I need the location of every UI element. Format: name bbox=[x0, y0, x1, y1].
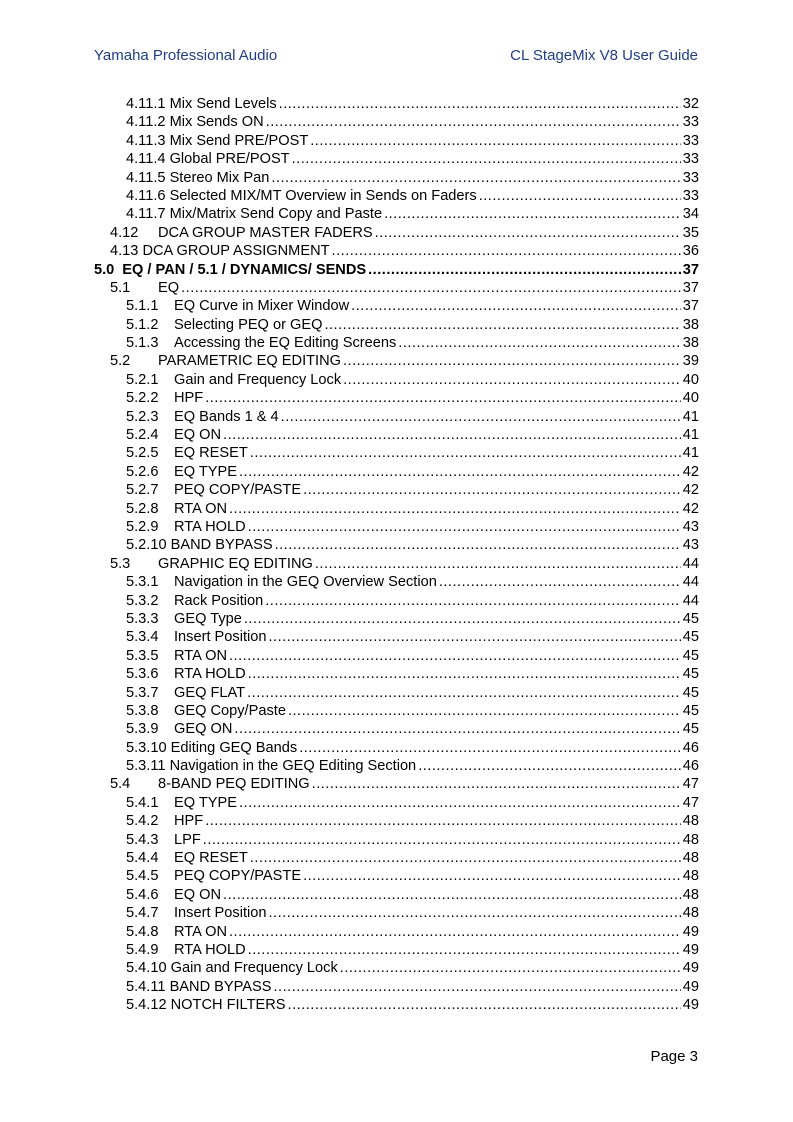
toc-entry[interactable] bbox=[94, 647, 699, 665]
toc-entry[interactable] bbox=[94, 665, 699, 683]
toc-entry-number: 5.1.2 bbox=[126, 316, 159, 333]
toc-entry[interactable] bbox=[94, 518, 699, 536]
toc-leader-dots bbox=[343, 371, 681, 389]
toc-leader-dots bbox=[418, 757, 681, 775]
toc-entry-page: 45 bbox=[682, 702, 699, 719]
toc-entry-number: 5.4.12 bbox=[126, 997, 167, 1014]
toc-entry[interactable] bbox=[94, 702, 699, 720]
toc-entry-title: RTA ON bbox=[174, 647, 227, 664]
toc-leader-dots bbox=[351, 297, 681, 315]
toc-leader-dots bbox=[375, 224, 681, 242]
toc-entry-number: 5.3.1 bbox=[126, 574, 159, 591]
toc-entry-title: DCA GROUP ASSIGNMENT bbox=[142, 243, 330, 260]
toc-entry-title: Insert Position bbox=[174, 905, 267, 922]
toc-entry-page: 40 bbox=[682, 371, 699, 388]
toc-entry-number: 5.2 bbox=[110, 353, 131, 370]
toc-leader-dots bbox=[223, 426, 681, 444]
toc-entry-number: 5.3.4 bbox=[126, 629, 159, 646]
toc-entry-page: 49 bbox=[682, 997, 699, 1014]
toc-entry[interactable] bbox=[94, 426, 699, 444]
toc-entry-title: Gain and Frequency Lock bbox=[170, 960, 338, 977]
toc-entry[interactable] bbox=[94, 500, 699, 518]
toc-entry-page: 46 bbox=[682, 739, 699, 756]
toc-entry-page: 33 bbox=[682, 187, 699, 204]
toc-entry-title: Selecting PEQ or GEQ bbox=[174, 316, 323, 333]
toc-entry-page: 37 bbox=[682, 298, 699, 315]
toc-entry-number: 5.3.8 bbox=[126, 702, 159, 719]
toc-entry-page: 36 bbox=[682, 243, 699, 260]
toc-entry-page: 47 bbox=[682, 776, 699, 793]
toc-leader-dots bbox=[239, 463, 681, 481]
toc-entry-number: 5.4.9 bbox=[126, 941, 159, 958]
toc-entry-title: GRAPHIC EQ EDITING bbox=[158, 555, 313, 572]
toc-entry[interactable] bbox=[94, 95, 699, 113]
toc-leader-dots bbox=[279, 95, 681, 113]
toc-leader-dots bbox=[250, 444, 681, 462]
toc-entry-page: 48 bbox=[682, 905, 699, 922]
toc-entry-number: 5.2.1 bbox=[126, 371, 159, 388]
toc-leader-dots bbox=[229, 923, 681, 941]
toc-leader-dots bbox=[266, 113, 681, 131]
toc-entry-page: 41 bbox=[682, 445, 699, 462]
toc-entry-title: PARAMETRIC EQ EDITING bbox=[158, 353, 341, 370]
toc-entry-title: RTA ON bbox=[174, 923, 227, 940]
toc-entry-number: 4.11.7 bbox=[126, 206, 166, 223]
toc-entry-number: 4.12 bbox=[110, 224, 139, 241]
toc-entry-number: 4.11.2 bbox=[126, 114, 166, 131]
toc-entry-page: 45 bbox=[682, 647, 699, 664]
toc-leader-dots bbox=[248, 665, 681, 683]
toc-leader-dots bbox=[205, 812, 681, 830]
toc-entry-title: EQ / PAN / 5.1 / DYNAMICS/ SENDS bbox=[122, 261, 367, 278]
toc-leader-dots bbox=[265, 592, 681, 610]
toc-entry-page: 32 bbox=[682, 96, 699, 112]
toc-entry[interactable] bbox=[94, 536, 699, 554]
toc-entry-page: 48 bbox=[682, 831, 699, 848]
toc-leader-dots bbox=[181, 279, 681, 297]
toc-entry[interactable] bbox=[94, 867, 699, 885]
toc-entry-page: 48 bbox=[682, 813, 699, 830]
toc-entry[interactable] bbox=[94, 812, 699, 830]
toc-entry-title: HPF bbox=[174, 390, 204, 407]
toc-entry-page: 39 bbox=[682, 353, 699, 370]
toc-entry-page: 49 bbox=[682, 941, 699, 958]
toc-entry[interactable] bbox=[94, 959, 699, 977]
toc-leader-dots bbox=[229, 500, 681, 518]
toc-entry-title: Accessing the EQ Editing Screens bbox=[174, 335, 397, 352]
toc-entry-title: Mix Send PRE/POST bbox=[169, 132, 309, 149]
toc-leader-dots bbox=[229, 647, 681, 665]
toc-entry-number: 5.1.1 bbox=[126, 298, 159, 315]
toc-entry-title: GEQ Type bbox=[174, 610, 242, 627]
toc-entry[interactable] bbox=[94, 831, 699, 849]
toc-entry-title: DCA GROUP MASTER FADERS bbox=[158, 224, 373, 241]
toc-entry-number: 5.2.2 bbox=[126, 390, 159, 407]
toc-entry[interactable] bbox=[94, 352, 699, 370]
toc-entry-title: Selected MIX/MT Overview in Sends on Faders bbox=[169, 187, 477, 204]
toc-entry-number: 5.4.5 bbox=[126, 868, 159, 885]
toc-leader-dots bbox=[324, 316, 680, 334]
toc-entry-title: RTA HOLD bbox=[174, 941, 246, 958]
toc-leader-dots bbox=[203, 831, 681, 849]
toc-entry-page: 42 bbox=[682, 463, 699, 480]
toc-entry[interactable] bbox=[94, 573, 699, 591]
page-number: Page 3 bbox=[650, 1048, 698, 1065]
toc-entry-number: 5.1.3 bbox=[126, 335, 159, 352]
toc-leader-dots bbox=[332, 242, 681, 260]
toc-leader-dots bbox=[281, 408, 681, 426]
toc-entry[interactable] bbox=[94, 592, 699, 610]
toc-entry[interactable] bbox=[94, 389, 699, 407]
toc-entry-page: 46 bbox=[682, 758, 699, 775]
toc-entry-title: BAND BYPASS bbox=[169, 978, 272, 995]
toc-entry-page: 44 bbox=[682, 574, 699, 591]
toc-leader-dots bbox=[250, 849, 681, 867]
toc-entry-number: 5.3 bbox=[110, 555, 131, 572]
toc-leader-dots bbox=[310, 132, 681, 150]
toc-entry[interactable] bbox=[94, 261, 699, 279]
toc-entry-title: EQ ON bbox=[174, 427, 222, 444]
toc-entry-title: Mix Sends ON bbox=[169, 114, 264, 131]
toc-entry-page: 47 bbox=[682, 794, 699, 811]
toc-entry-number: 5.4.3 bbox=[126, 831, 159, 848]
toc-leader-dots bbox=[275, 536, 681, 554]
toc-entry-number: 5.3.2 bbox=[126, 592, 159, 609]
toc-entry-title: Mix Send Levels bbox=[169, 96, 277, 112]
toc-entry-number: 5.0 bbox=[94, 261, 115, 278]
toc-entry-number: 5.3.5 bbox=[126, 647, 159, 664]
table-of-contents bbox=[94, 95, 699, 1015]
toc-entry[interactable] bbox=[94, 187, 699, 205]
toc-entry[interactable] bbox=[94, 297, 699, 315]
toc-leader-dots bbox=[368, 261, 681, 279]
toc-entry-title: GEQ Copy/Paste bbox=[174, 702, 286, 719]
toc-leader-dots bbox=[271, 169, 680, 187]
toc-entry-title: NOTCH FILTERS bbox=[170, 997, 286, 1014]
toc-entry-number: 5.4.1 bbox=[126, 794, 159, 811]
toc-entry-page: 42 bbox=[682, 482, 699, 499]
header-document-title: CL StageMix V8 User Guide bbox=[510, 47, 698, 64]
toc-entry-page: 34 bbox=[682, 206, 699, 223]
toc-entry-page: 45 bbox=[682, 721, 699, 738]
toc-entry-number: 4.11.1 bbox=[126, 96, 166, 112]
toc-entry[interactable] bbox=[94, 555, 699, 573]
toc-entry-number: 5.4 bbox=[110, 776, 131, 793]
toc-entry-number: 5.3.9 bbox=[126, 721, 159, 738]
toc-leader-dots bbox=[288, 702, 681, 720]
toc-entry-title: LPF bbox=[174, 831, 201, 848]
toc-entry-title: EQ bbox=[158, 279, 180, 296]
toc-entry[interactable] bbox=[94, 978, 699, 996]
toc-entry-page: 33 bbox=[682, 169, 699, 186]
toc-leader-dots bbox=[315, 555, 681, 573]
toc-entry[interactable] bbox=[94, 739, 699, 757]
toc-entry-number: 5.2.9 bbox=[126, 518, 159, 535]
toc-entry-title: RTA ON bbox=[174, 500, 227, 517]
toc-entry[interactable] bbox=[94, 316, 699, 334]
toc-entry[interactable] bbox=[94, 481, 699, 499]
toc-entry-page: 49 bbox=[682, 978, 699, 995]
toc-entry-page: 42 bbox=[682, 500, 699, 517]
toc-leader-dots bbox=[288, 996, 681, 1014]
toc-entry-title: Editing GEQ Bands bbox=[170, 739, 298, 756]
toc-entry[interactable] bbox=[94, 334, 699, 352]
toc-entry-number: 4.11.3 bbox=[126, 132, 166, 149]
toc-entry-number: 5.4.2 bbox=[126, 813, 159, 830]
toc-entry-title: Rack Position bbox=[174, 592, 264, 609]
toc-entry-number: 5.2.3 bbox=[126, 408, 159, 425]
toc-entry-page: 37 bbox=[682, 279, 699, 296]
toc-leader-dots bbox=[384, 205, 681, 223]
toc-entry-number: 5.2.8 bbox=[126, 500, 159, 517]
toc-entry-page: 37 bbox=[682, 261, 699, 278]
toc-entry[interactable] bbox=[94, 757, 699, 775]
toc-entry[interactable] bbox=[94, 371, 699, 389]
toc-entry-title: EQ RESET bbox=[174, 445, 248, 462]
toc-leader-dots bbox=[268, 904, 680, 922]
toc-entry-page: 45 bbox=[682, 610, 699, 627]
toc-entry[interactable] bbox=[94, 849, 699, 867]
toc-entry[interactable] bbox=[94, 242, 699, 260]
toc-entry-title: BAND BYPASS bbox=[170, 537, 273, 554]
toc-leader-dots bbox=[479, 187, 681, 205]
toc-entry-title: EQ Bands 1 & 4 bbox=[174, 408, 279, 425]
toc-leader-dots bbox=[303, 481, 681, 499]
toc-entry[interactable] bbox=[94, 794, 699, 812]
toc-entry-title: HPF bbox=[174, 813, 204, 830]
toc-entry[interactable] bbox=[94, 923, 699, 941]
toc-entry-title: Navigation in the GEQ Overview Section bbox=[174, 574, 437, 591]
toc-leader-dots bbox=[234, 720, 680, 738]
toc-leader-dots bbox=[223, 886, 681, 904]
toc-entry-title: Mix/Matrix Send Copy and Paste bbox=[169, 206, 383, 223]
toc-entry-page: 48 bbox=[682, 850, 699, 867]
toc-entry-title: Stereo Mix Pan bbox=[169, 169, 270, 186]
toc-entry-page: 35 bbox=[682, 224, 699, 241]
toc-leader-dots bbox=[340, 959, 681, 977]
toc-entry[interactable] bbox=[94, 408, 699, 426]
toc-entry-page: 33 bbox=[682, 132, 699, 149]
toc-entry[interactable] bbox=[94, 628, 699, 646]
toc-entry[interactable] bbox=[94, 113, 699, 131]
toc-leader-dots bbox=[303, 867, 681, 885]
toc-entry[interactable] bbox=[94, 941, 699, 959]
toc-entry-page: 44 bbox=[682, 555, 699, 572]
toc-entry-page: 44 bbox=[682, 592, 699, 609]
toc-entry-number: 5.2.4 bbox=[126, 427, 159, 444]
toc-entry-page: 33 bbox=[682, 151, 699, 168]
toc-entry-title: GEQ FLAT bbox=[174, 684, 246, 701]
toc-entry-page: 45 bbox=[682, 629, 699, 646]
toc-entry[interactable] bbox=[94, 610, 699, 628]
toc-entry-title: EQ Curve in Mixer Window bbox=[174, 298, 350, 315]
toc-entry-title: PEQ COPY/PASTE bbox=[174, 868, 302, 885]
toc-entry-title: GEQ ON bbox=[174, 721, 233, 738]
toc-entry-title: Gain and Frequency Lock bbox=[174, 371, 342, 388]
toc-entry-title: 8-BAND PEQ EDITING bbox=[158, 776, 310, 793]
toc-entry[interactable] bbox=[94, 444, 699, 462]
toc-leader-dots bbox=[205, 389, 681, 407]
toc-entry-page: 41 bbox=[682, 408, 699, 425]
toc-entry[interactable] bbox=[94, 132, 699, 150]
toc-entry-page: 41 bbox=[682, 427, 699, 444]
toc-entry-number: 4.11.5 bbox=[126, 169, 166, 186]
toc-leader-dots bbox=[398, 334, 681, 352]
toc-entry-number: 4.13 bbox=[110, 243, 139, 260]
toc-entry-page: 48 bbox=[682, 886, 699, 903]
toc-entry-number: 5.2.5 bbox=[126, 445, 159, 462]
header-publisher: Yamaha Professional Audio bbox=[94, 47, 278, 64]
toc-entry-number: 5.3.6 bbox=[126, 666, 159, 683]
toc-entry-title: Navigation in the GEQ Editing Section bbox=[169, 758, 417, 775]
toc-leader-dots bbox=[292, 150, 681, 168]
page-header bbox=[94, 47, 698, 67]
toc-leader-dots bbox=[312, 775, 681, 793]
toc-entry-title: EQ ON bbox=[174, 886, 222, 903]
toc-entry-title: EQ RESET bbox=[174, 850, 248, 867]
toc-entry-page: 49 bbox=[682, 923, 699, 940]
toc-entry-number: 5.4.6 bbox=[126, 886, 159, 903]
toc-leader-dots bbox=[273, 978, 680, 996]
toc-entry-page: 40 bbox=[682, 390, 699, 407]
toc-entry-page: 45 bbox=[682, 684, 699, 701]
toc-entry-title: PEQ COPY/PASTE bbox=[174, 482, 302, 499]
toc-entry-page: 38 bbox=[682, 335, 699, 352]
toc-entry[interactable] bbox=[94, 279, 699, 297]
toc-entry[interactable] bbox=[94, 224, 699, 242]
toc-leader-dots bbox=[268, 628, 680, 646]
toc-entry-number: 5.2.10 bbox=[126, 537, 167, 554]
toc-entry-number: 5.2.7 bbox=[126, 482, 159, 499]
toc-entry-number: 5.3.11 bbox=[126, 758, 166, 775]
toc-entry[interactable] bbox=[94, 775, 699, 793]
toc-entry-number: 5.1 bbox=[110, 279, 131, 296]
toc-leader-dots bbox=[244, 610, 681, 628]
toc-entry[interactable] bbox=[94, 904, 699, 922]
toc-entry-page: 49 bbox=[682, 960, 699, 977]
toc-entry[interactable] bbox=[94, 150, 699, 168]
toc-entry-title: EQ TYPE bbox=[174, 463, 237, 480]
toc-entry-number: 5.4.11 bbox=[126, 978, 166, 995]
toc-leader-dots bbox=[239, 794, 681, 812]
toc-entry-number: 5.2.6 bbox=[126, 463, 159, 480]
toc-leader-dots bbox=[439, 573, 681, 591]
toc-entry-title: RTA HOLD bbox=[174, 518, 246, 535]
toc-entry-page: 43 bbox=[682, 518, 699, 535]
toc-entry-number: 5.3.7 bbox=[126, 684, 159, 701]
toc-entry[interactable] bbox=[94, 205, 699, 223]
toc-entry-title: EQ TYPE bbox=[174, 794, 237, 811]
toc-entry-number: 4.11.4 bbox=[126, 151, 166, 168]
toc-entry-title: Global PRE/POST bbox=[169, 151, 290, 168]
toc-entry-page: 33 bbox=[682, 114, 699, 131]
toc-entry-page: 48 bbox=[682, 868, 699, 885]
toc-entry-number: 5.4.8 bbox=[126, 923, 159, 940]
toc-entry-page: 43 bbox=[682, 537, 699, 554]
toc-entry[interactable] bbox=[94, 996, 699, 1014]
toc-entry[interactable] bbox=[94, 886, 699, 904]
toc-entry-page: 45 bbox=[682, 666, 699, 683]
toc-entry-number: 5.3.10 bbox=[126, 739, 167, 756]
toc-leader-dots bbox=[343, 352, 681, 370]
toc-leader-dots bbox=[247, 684, 681, 702]
toc-entry-title: Insert Position bbox=[174, 629, 267, 646]
toc-entry-number: 5.4.10 bbox=[126, 960, 167, 977]
toc-leader-dots bbox=[248, 518, 681, 536]
toc-entry[interactable] bbox=[94, 720, 699, 738]
toc-leader-dots bbox=[299, 739, 681, 757]
toc-entry-number: 5.3.3 bbox=[126, 610, 159, 627]
toc-entry[interactable] bbox=[94, 684, 699, 702]
toc-entry-page: 38 bbox=[682, 316, 699, 333]
toc-entry[interactable] bbox=[94, 463, 699, 481]
toc-entry-number: 5.4.7 bbox=[126, 905, 159, 922]
toc-entry-title: RTA HOLD bbox=[174, 666, 246, 683]
toc-entry-number: 5.4.4 bbox=[126, 850, 159, 867]
toc-entry[interactable] bbox=[94, 169, 699, 187]
toc-entry-number: 4.11.6 bbox=[126, 187, 166, 204]
toc-leader-dots bbox=[248, 941, 681, 959]
